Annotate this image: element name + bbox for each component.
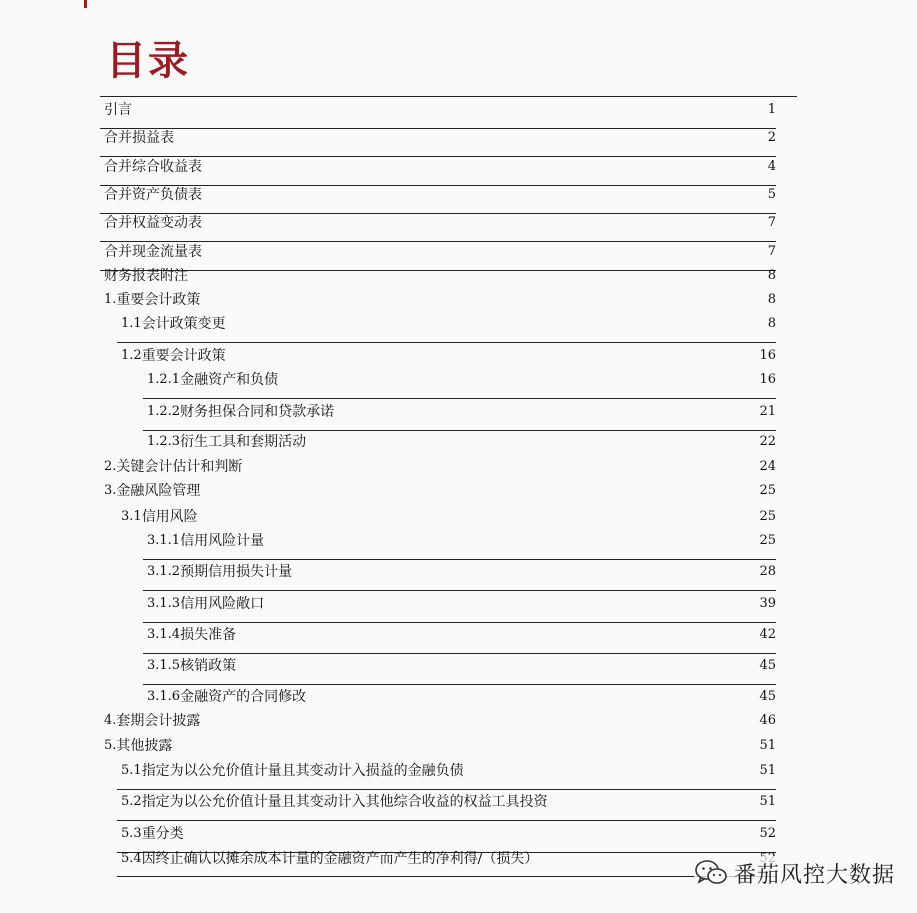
toc-entry[interactable] — [104, 481, 776, 501]
wechat-icon — [694, 859, 728, 887]
toc-entry-page: 4 — [767, 159, 776, 174]
toc-entry-label: 关键会计估计和判断 — [116, 459, 243, 475]
toc-entry-page: 28 — [759, 564, 776, 579]
toc-entry[interactable] — [147, 687, 776, 707]
toc-entry-label: 指定为以公允价值计量且其变动计入其他综合收益的权益工具投资 — [141, 794, 548, 810]
toc-entry-label: 合并损益表 — [104, 130, 174, 146]
toc-entry[interactable] — [104, 266, 776, 286]
toc-entry-page: 25 — [759, 509, 776, 524]
toc-entry-page: 8 — [767, 292, 776, 307]
toc-entry-page: 52 — [759, 826, 776, 841]
toc-entry-label: 信用风险敞口 — [180, 596, 265, 612]
toc-entry[interactable] — [104, 736, 776, 756]
toc-entry-label: 预期信用损失计量 — [180, 564, 293, 580]
toc-entry-page: 51 — [759, 794, 776, 809]
toc-entry-label: 重分类 — [141, 826, 184, 842]
toc-entry[interactable] — [147, 625, 776, 645]
toc-entry-number: 5.2 — [121, 794, 142, 809]
toc-entry[interactable] — [104, 242, 776, 262]
toc-entry[interactable] — [121, 849, 776, 869]
toc-entry-number: 3.1.6 — [147, 689, 181, 704]
toc-entry-label: 金融风险管理 — [116, 483, 201, 499]
toc-entry-number: 5.1 — [121, 763, 142, 778]
toc-entry-label: 会计政策变更 — [141, 316, 226, 332]
toc-entry-number: 1.2 — [121, 348, 142, 363]
toc-entry-number: 5. — [104, 738, 117, 753]
toc-entry-number: 4. — [104, 713, 117, 728]
toc-entry-label: 衍生工具和套期活动 — [180, 434, 307, 450]
toc-entry-number: 3. — [104, 483, 117, 498]
toc-entry[interactable] — [147, 656, 776, 676]
toc-entry-number: 3.1.5 — [147, 658, 181, 673]
toc-entry-label: 损失准备 — [180, 627, 237, 643]
toc-entry-page: 45 — [759, 689, 776, 704]
toc-entry-label: 财务担保合同和贷款承诺 — [180, 404, 335, 420]
toc-entry-page: 45 — [759, 658, 776, 673]
toc-entry[interactable] — [104, 290, 776, 310]
toc-entry-number: 2. — [104, 459, 117, 474]
toc-entry-page: 21 — [759, 404, 776, 419]
toc-entry-number: 3.1.4 — [147, 627, 181, 642]
toc-entry-page: 8 — [767, 268, 776, 283]
toc-top-rule — [100, 96, 797, 97]
toc-entry-number: 1.1 — [121, 316, 142, 331]
toc-entry[interactable] — [104, 185, 776, 205]
toc-entry-page: 7 — [767, 215, 776, 230]
toc-entry-label: 因终止确认以摊余成本计量的金融资产而产生的净利得/（损失） — [141, 851, 539, 867]
toc-entry[interactable] — [121, 761, 776, 781]
toc-entry-label: 引言 — [104, 102, 132, 118]
page-title: 目录 — [106, 36, 190, 84]
toc-entry-label: 其他披露 — [116, 738, 173, 754]
toc-entry-page: 8 — [767, 316, 776, 331]
toc-entry[interactable] — [104, 213, 776, 233]
toc-entry-page: 39 — [759, 596, 776, 611]
toc-entry-label: 信用风险计量 — [180, 533, 265, 549]
toc-entry-page: 2 — [767, 130, 776, 145]
toc-entry-number: 5.3 — [121, 826, 142, 841]
toc-entry-label: 指定为以公允价值计量且其变动计入损益的金融负债 — [141, 763, 464, 779]
toc-entry-number: 1.2.2 — [147, 404, 181, 419]
toc-entry-label: 套期会计披露 — [116, 713, 201, 729]
toc-entry-label: 重要会计政策 — [141, 348, 226, 364]
toc-entry[interactable] — [104, 157, 776, 177]
toc-entry-number: 3.1 — [121, 509, 142, 524]
watermark-text: 番茄风控大数据 — [734, 862, 896, 888]
toc-entry-label: 财务报表附注 — [104, 268, 188, 284]
toc-entry-label: 合并权益变动表 — [104, 215, 202, 231]
toc-entry[interactable] — [104, 100, 776, 120]
toc-entry-label: 核销政策 — [180, 658, 237, 674]
toc-entry-page: 22 — [759, 434, 776, 449]
toc-entry-page: 24 — [759, 459, 776, 474]
toc-entry[interactable] — [147, 531, 776, 551]
toc-entry[interactable] — [121, 792, 776, 812]
accent-bar — [84, 0, 87, 8]
toc-entry[interactable] — [147, 370, 776, 390]
toc-entry[interactable] — [147, 402, 776, 422]
toc-entry[interactable] — [147, 432, 776, 452]
toc-entry[interactable] — [121, 824, 776, 844]
toc-entry-number: 3.1.2 — [147, 564, 181, 579]
toc-entry-page: 25 — [759, 533, 776, 548]
toc-entry-label: 信用风险 — [141, 509, 198, 525]
toc-entry-label: 合并资产负债表 — [104, 187, 202, 203]
toc-entry-number: 3.1.3 — [147, 596, 181, 611]
toc-entry-page: 51 — [759, 738, 776, 753]
toc-entry-label: 合并综合收益表 — [104, 159, 202, 175]
watermark — [694, 856, 899, 890]
toc-entry[interactable] — [121, 314, 776, 334]
toc-entry[interactable] — [121, 346, 776, 366]
toc-entry-label: 金融资产的合同修改 — [180, 689, 307, 705]
toc-entry-number: 5.4 — [121, 851, 142, 866]
toc-entry-page: 5 — [767, 187, 776, 202]
toc-entry[interactable] — [121, 507, 776, 527]
toc-entry-page: 46 — [759, 713, 776, 728]
toc-entry-page: 7 — [767, 244, 776, 259]
toc-entry-page: 16 — [759, 372, 776, 387]
toc-entry-number: 1.2.1 — [147, 372, 181, 387]
toc-entry-number: 1. — [104, 292, 117, 307]
toc-entry[interactable] — [104, 128, 776, 148]
toc-entry-page: 1 — [767, 102, 776, 117]
toc-entry-number: 3.1.1 — [147, 533, 181, 548]
toc-entry-page: 25 — [759, 483, 776, 498]
toc-entry[interactable] — [104, 457, 776, 477]
toc-entry[interactable] — [147, 562, 776, 582]
toc-entry-label: 重要会计政策 — [116, 292, 201, 308]
toc-entry[interactable] — [104, 711, 776, 731]
toc-entry[interactable] — [147, 594, 776, 614]
toc-entry-page: 16 — [759, 348, 776, 363]
toc-entry-number: 1.2.3 — [147, 434, 181, 449]
toc-entry-label: 合并现金流量表 — [104, 244, 202, 260]
toc-entry-page: 42 — [759, 627, 776, 642]
toc-entry-label: 金融资产和负债 — [180, 372, 279, 388]
toc-entry-page: 51 — [759, 763, 776, 778]
